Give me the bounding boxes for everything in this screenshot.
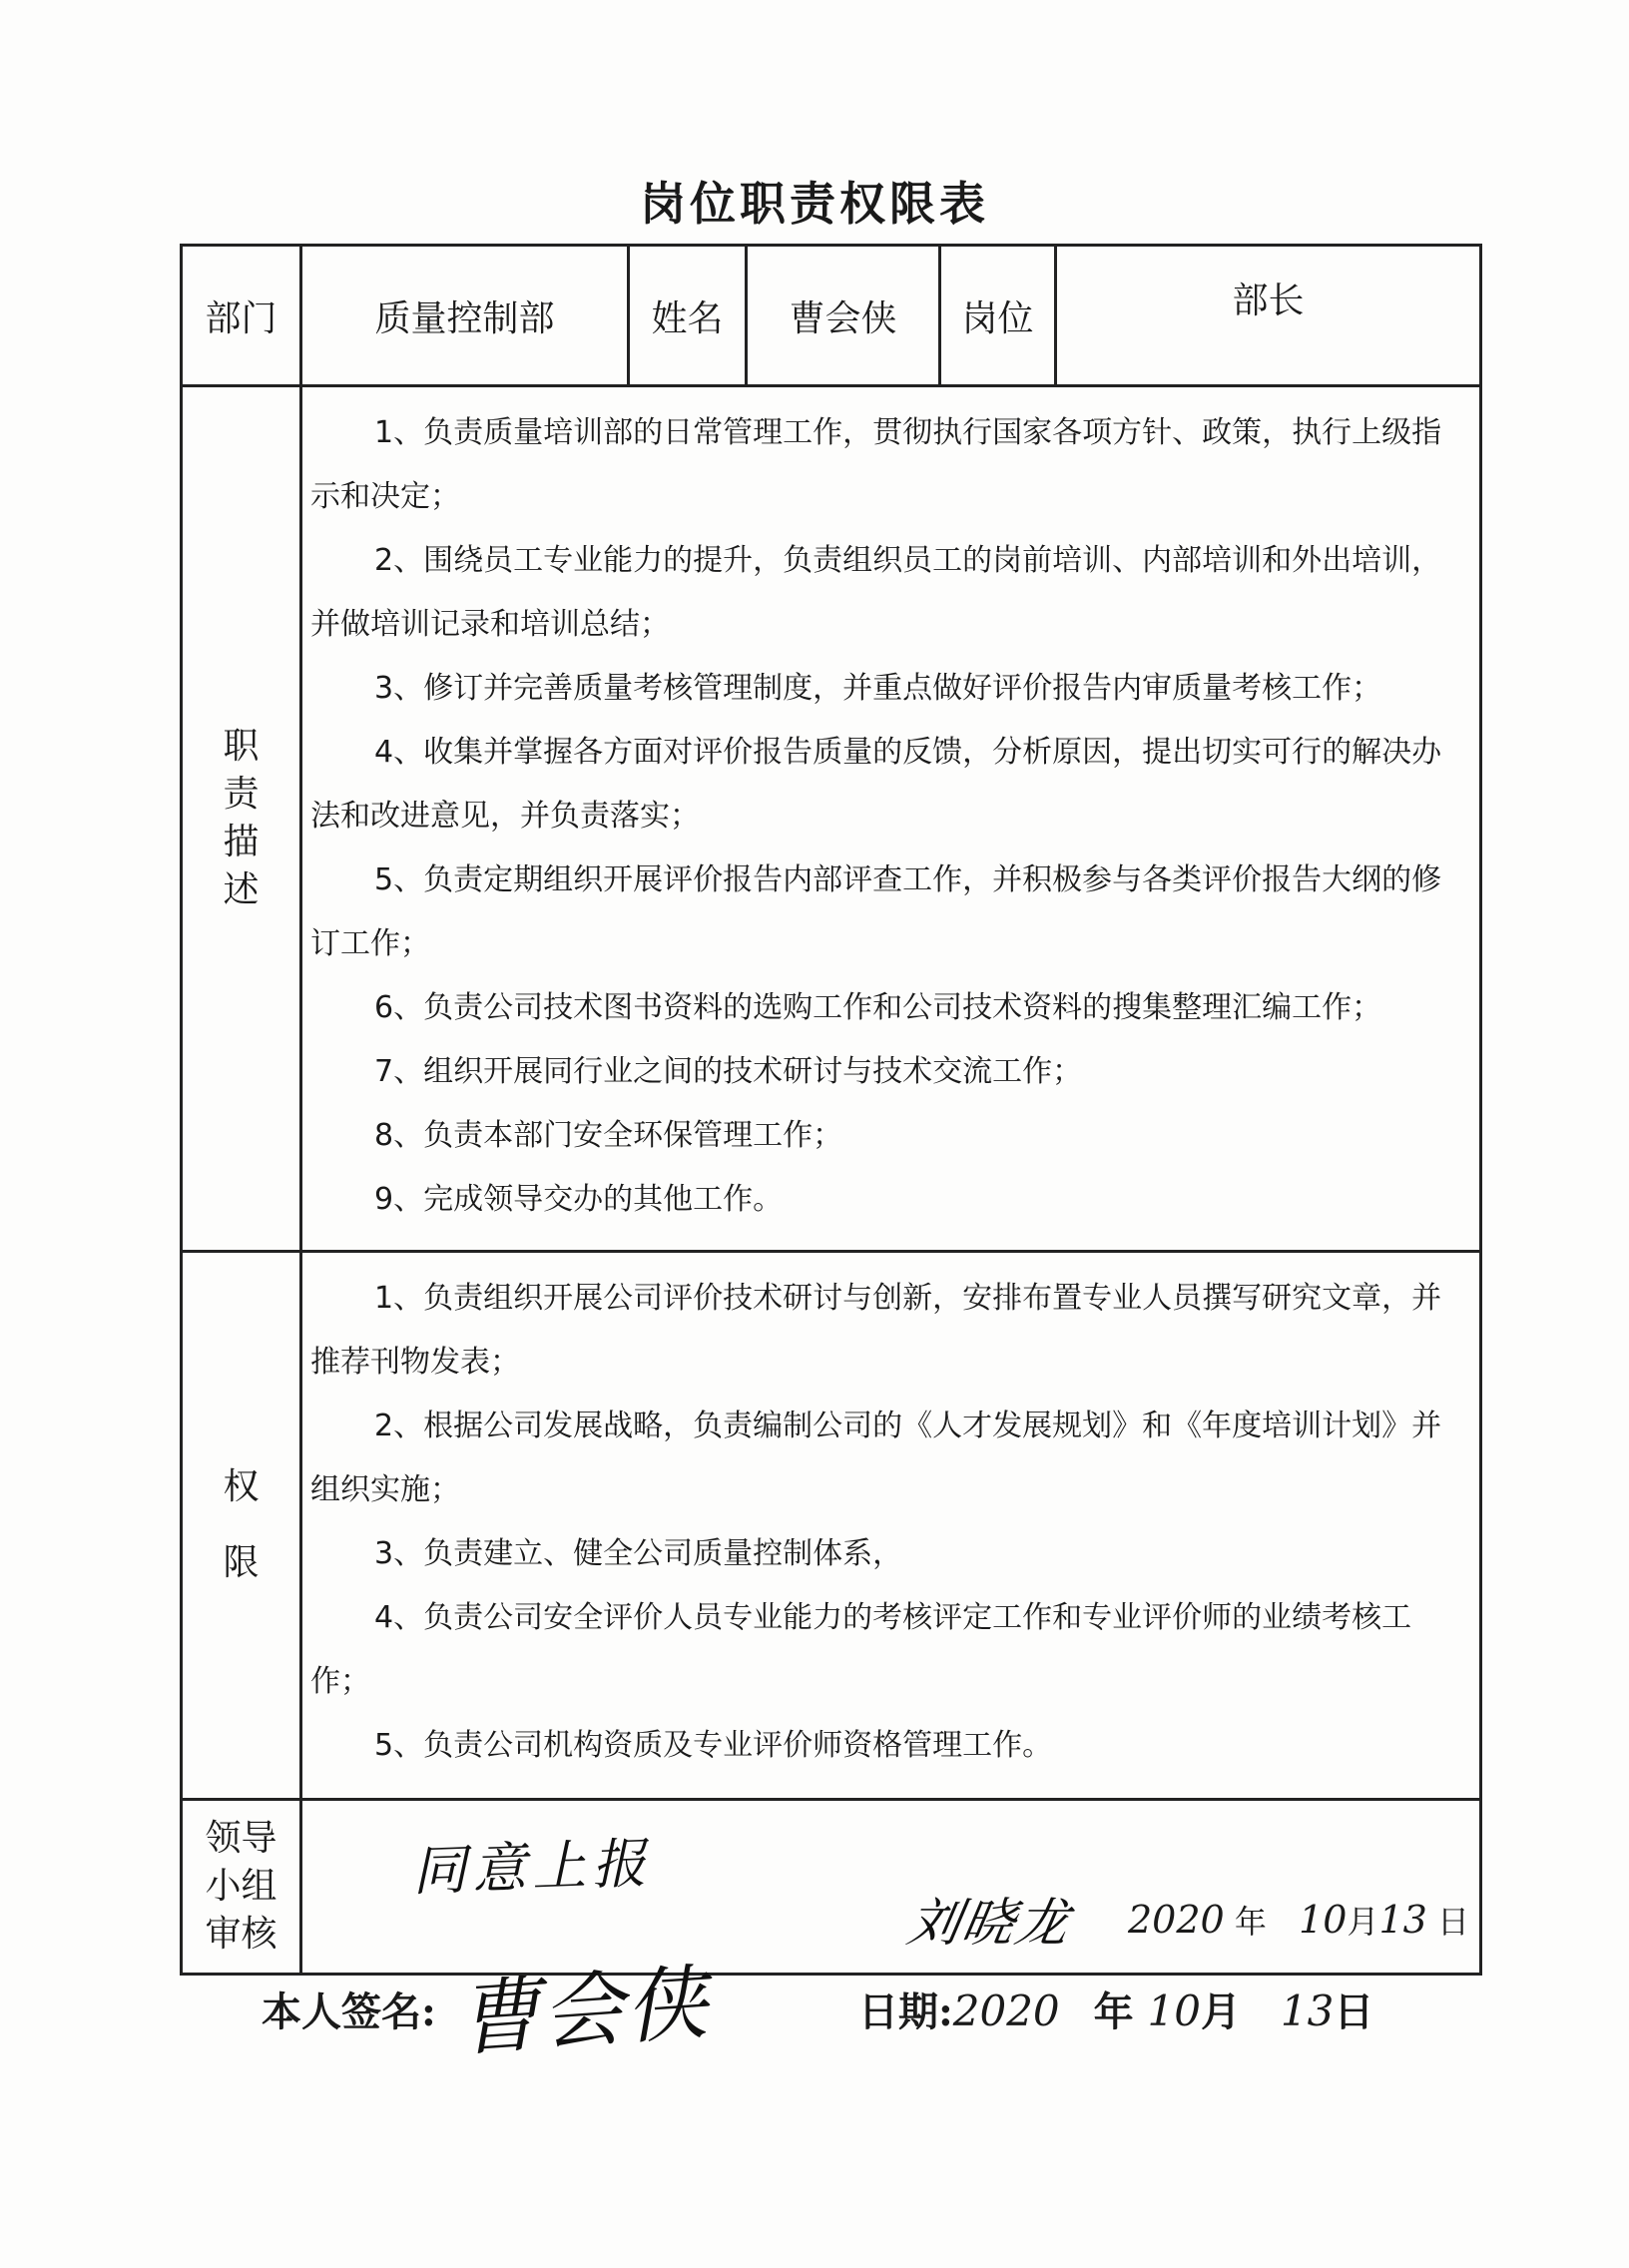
duty-item: 8、负责本部门安全环保管理工作； xyxy=(374,1118,843,1153)
duty-item: 7、组织开展同行业之间的技术研讨与技术交流工作； xyxy=(374,1054,1083,1089)
duty-item: 6、负责公司技术图书资料的选购工作和公司技术资料的搜集整理汇编工作； xyxy=(374,990,1382,1025)
header-row xyxy=(182,246,1481,386)
duties-label-char: 描 xyxy=(223,822,260,862)
duties-label-char: 责 xyxy=(223,774,260,815)
review-row xyxy=(182,1800,1481,1975)
review-date-year-char: 年 xyxy=(1234,1903,1267,1941)
authority-item: 2、根据公司发展战略，负责编制公司的《人才发展规划》和《年度培训计划》并组织实施； xyxy=(310,1409,1442,1507)
review-date-month: 10 xyxy=(1299,1898,1348,1942)
self-signature-label: 本人签名: xyxy=(262,1988,436,2035)
name-value: 曹会侠 xyxy=(747,246,940,386)
footer-date-month-char: 月 xyxy=(1200,1988,1241,2035)
responsibility-table xyxy=(180,244,1482,1976)
review-date-month-char: 月 xyxy=(1347,1903,1379,1941)
footer-date-day-char: 日 xyxy=(1334,1988,1374,2035)
footer-date xyxy=(858,1981,1373,2037)
review-content xyxy=(301,1800,1481,1975)
position-value: 部长 xyxy=(1056,246,1481,386)
authority-content xyxy=(301,1252,1481,1800)
authority-item: 4、负责公司安全评价人员专业能力的考核评定工作和专业评价师的业绩考核工作； xyxy=(310,1600,1412,1699)
duty-item: 2、围绕员工专业能力的提升，负责组织员工的岗前培训、内部培训和外出培训，并做培训记录和培训总结； xyxy=(310,543,1442,642)
duties-label-char: 述 xyxy=(223,869,260,910)
authority-row xyxy=(182,1252,1481,1800)
duty-item: 5、负责定期组织开展评价报告内部评查工作，并积极参与各类评价报告大纲的修订工作； xyxy=(310,862,1442,961)
authority-label-char: 权 xyxy=(223,1466,260,1507)
duty-item: 4、收集并掌握各方面对评价报告质量的反馈，分析原因，提出切实可行的解决办法和改进意见，并负责落实； xyxy=(310,735,1442,834)
review-label-line: 小组 xyxy=(205,1866,277,1907)
footer-date-day: 13 xyxy=(1280,1986,1335,2035)
dept-label: 部门 xyxy=(182,246,301,386)
review-date xyxy=(1128,1897,1469,1943)
dept-value: 质量控制部 xyxy=(301,246,629,386)
document-title: 岗位职责权限表 xyxy=(640,177,989,231)
self-signature: 曹会侠 xyxy=(454,1956,713,2068)
review-label xyxy=(182,1800,301,1975)
footer-date-year: 2020 xyxy=(952,1986,1060,2035)
footer-date-label: 日期: xyxy=(858,1988,953,2035)
review-date-day-char: 日 xyxy=(1436,1903,1469,1941)
authority-label-char: 限 xyxy=(223,1542,260,1583)
leader-signature: 刘晓龙 xyxy=(902,1894,1076,1954)
review-label-line: 领导 xyxy=(205,1818,277,1859)
duties-content xyxy=(301,386,1481,1252)
review-label-line: 审核 xyxy=(205,1914,277,1955)
duty-item: 1、负责质量培训部的日常管理工作，贯彻执行国家各项方针、政策，执行上级指示和决定； xyxy=(310,415,1442,514)
duties-label-char: 职 xyxy=(223,726,260,767)
authority-item: 1、负责组织开展公司评价技术研讨与创新，安排布置专业人员撰写研究文章，并推荐刊物发表； xyxy=(310,1281,1442,1380)
duty-item: 3、修订并完善质量考核管理制度，并重点做好评价报告内审质量考核工作； xyxy=(374,671,1382,706)
duties-row xyxy=(182,386,1481,1252)
review-date-day: 13 xyxy=(1378,1898,1427,1942)
footer-date-month: 10 xyxy=(1147,1986,1201,2035)
name-label: 姓名 xyxy=(629,246,747,386)
footer-date-year-char: 年 xyxy=(1093,1988,1134,2035)
authority-item: 5、负责公司机构资质及专业评价师资格管理工作。 xyxy=(374,1728,1053,1763)
duties-label xyxy=(182,386,301,1252)
duty-item: 9、完成领导交办的其他工作。 xyxy=(374,1182,784,1217)
authority-item: 3、负责建立、健全公司质量控制体系， xyxy=(374,1536,903,1571)
position-label: 岗位 xyxy=(940,246,1056,386)
review-date-year: 2020 xyxy=(1128,1898,1225,1942)
review-comment-handwritten: 同意上报 xyxy=(411,1831,654,1904)
authority-label xyxy=(182,1252,301,1800)
